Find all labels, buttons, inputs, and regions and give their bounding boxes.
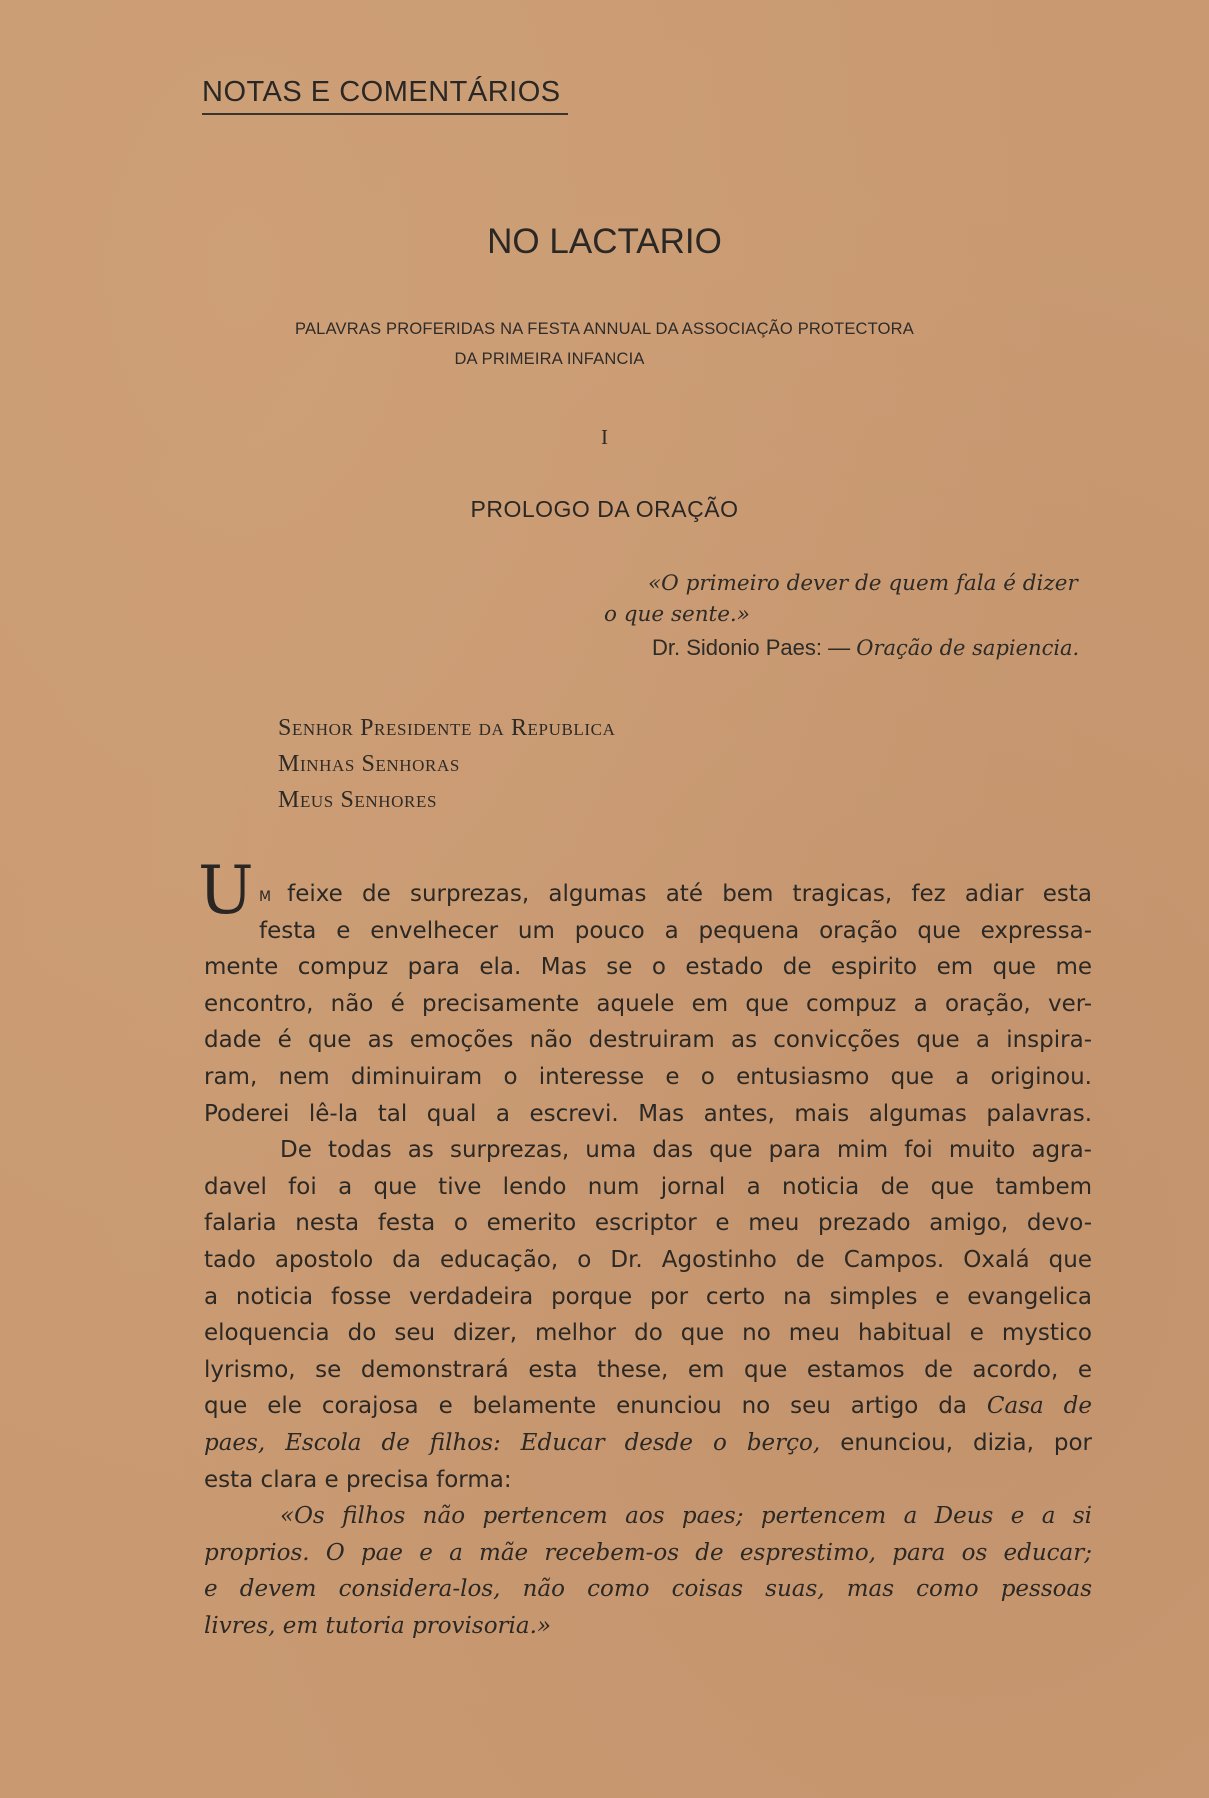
text-line: a noticia fosse verdadeira porque por certo na simples e evangelica bbox=[204, 1283, 1092, 1310]
text-line: que ele corajosa e belamente enunciou no seu artigo da Casa de bbox=[204, 1393, 1092, 1420]
body-text bbox=[204, 876, 1092, 1644]
epigraph-line-2: o que sente.» bbox=[604, 602, 750, 627]
text-line-quote: e devem considera-los, não como coisas suas, mas como pessoas bbox=[204, 1576, 1092, 1603]
salutation-line: Meus Senhores bbox=[278, 787, 437, 813]
section-title: PROLOGO DA ORAÇÃO bbox=[470, 496, 739, 522]
text-line: mente compuz para ela. Mas se o estado de espirito em que me bbox=[204, 954, 1092, 981]
salutation-line: Minhas Senhoras bbox=[278, 751, 460, 777]
epigraph-author: Dr. Sidonio Paes: — bbox=[652, 635, 851, 660]
text-line: festa e envelhecer um pouco a pequena oração que expressa- bbox=[259, 917, 1092, 944]
text-line-quote: «Os filhos não pertencem aos paes; pertencem a Deus e a si bbox=[280, 1503, 1092, 1530]
text-line: tado apostolo da educação, o Dr. Agostinho de Campos. Oxalá que bbox=[204, 1246, 1092, 1273]
epigraph-line-1: «O primeiro dever de quem fala é dizer bbox=[648, 571, 1078, 596]
running-head-rule bbox=[202, 113, 568, 115]
text-line-quote: proprios. O pae e a mãe recebem-os de esprestimo, para os educar; bbox=[204, 1539, 1092, 1566]
text-line: davel foi a que tive lendo num jornal a noticia de que tambem bbox=[204, 1173, 1092, 1200]
text-line: dade é que as emoções não destruiram as convicções que a inspira- bbox=[204, 1027, 1092, 1054]
text-line: De todas as surprezas, uma das que para mim foi muito agra- bbox=[280, 1137, 1092, 1164]
text-line: eloquencia do seu dizer, melhor do que no meu habitual e mystico bbox=[204, 1320, 1092, 1347]
text-line: ram, nem diminuiram o interesse e o entusiasmo que a originou. bbox=[204, 1063, 1092, 1090]
epigraph-attribution bbox=[652, 635, 1079, 661]
epigraph-work: Oração de sapiencia. bbox=[856, 636, 1080, 660]
epigraph bbox=[604, 568, 1094, 630]
salutation-line: Senhor Presidente da Republica bbox=[278, 715, 616, 741]
subtitle-line-2: DA PRIMEIRA INFANCIA bbox=[454, 350, 645, 368]
section-numeral: I bbox=[601, 425, 608, 449]
text-line: encontro, não é precisamente aquele em que compuz a oração, ver- bbox=[204, 990, 1092, 1017]
text-line: esta clara e precisa forma: bbox=[204, 1466, 512, 1493]
subtitle-line-1: PALAVRAS PROFERIDAS NA FESTA ANNUAL DA ASSOCIAÇÃO PROTECTORA bbox=[295, 320, 914, 338]
text-line: paes, Escola de filhos: Educar desde o berço, enunciou, dizia, por bbox=[204, 1429, 1092, 1456]
drop-cap-rest: m bbox=[259, 882, 272, 906]
text-line: m feixe de surprezas, algumas até bem tragicas, fez adiar esta bbox=[259, 881, 1092, 907]
drop-cap: U bbox=[198, 852, 254, 929]
article-title: NO LACTARIO bbox=[487, 222, 722, 261]
text-line: lyrismo, se demonstrará esta these, em que estamos de acordo, e bbox=[204, 1356, 1092, 1383]
text-line: Poderei lê-la tal qual a escrevi. Mas antes, mais algumas palavras. bbox=[204, 1100, 1092, 1127]
text-line: falaria nesta festa o emerito escriptor e meu prezado amigo, devo- bbox=[204, 1210, 1092, 1237]
text-line-quote: livres, em tutoria provisoria.» bbox=[204, 1612, 551, 1639]
running-head: NOTAS E COMENTÁRIOS bbox=[202, 76, 561, 108]
